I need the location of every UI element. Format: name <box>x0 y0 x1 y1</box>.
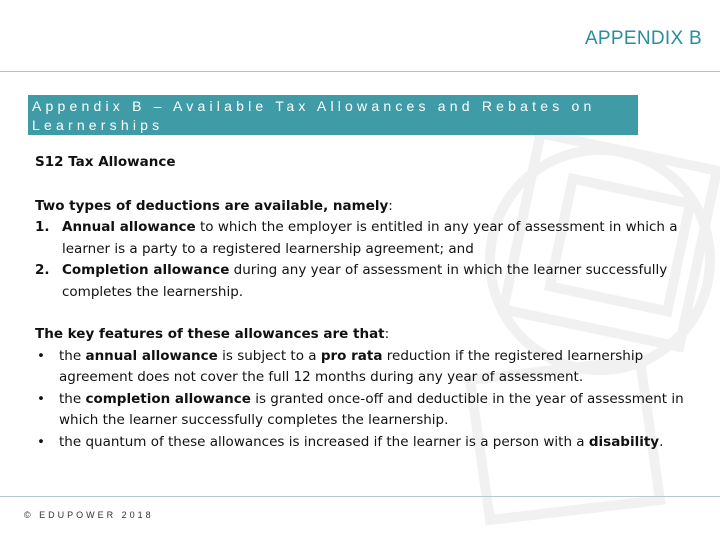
bullet-marker: • <box>37 433 45 450</box>
banner-title-line-2: Learnerships <box>32 117 164 133</box>
list-item <box>35 432 705 454</box>
list-item-text: the completion allowance is granted once-off and deductible in the year of assessment in which the learner successfully completes the learnership. <box>59 390 684 428</box>
bullet-marker: • <box>37 390 45 407</box>
list-number: 1. <box>35 219 50 235</box>
list-item-text: Completion allowance during any year of assessment in which the learner successfully completes the learnership. <box>62 262 668 300</box>
list-item-text: Annual allowance to which the employer is entitled in any year of assessment in which a learner is a party to a registered learnership agreement; and <box>62 219 678 257</box>
deductions-intro: Two types of deductions are available, namely: <box>35 197 393 214</box>
list-number: 2. <box>35 262 50 278</box>
list-item <box>35 389 705 432</box>
features-intro: The key features of these allowances are that: <box>35 326 390 342</box>
list-item-text: the quantum of these allowances is increased if the learner is a person with a disability. <box>59 433 664 450</box>
page-heading: APPENDIX B <box>584 28 702 49</box>
content-body <box>35 152 705 453</box>
footer-copyright: © EDUPOWER 2018 <box>24 510 154 520</box>
features-list <box>35 346 705 454</box>
footer-divider <box>0 496 720 497</box>
banner-title-line-1: Appendix B – Available Tax Allowances and Rebates on <box>32 98 596 114</box>
section-title: S12 Tax Allowance <box>35 154 176 170</box>
bullet-marker: • <box>37 347 45 364</box>
list-item <box>35 260 705 303</box>
appendix-banner <box>28 95 638 135</box>
list-item <box>35 346 705 389</box>
header-divider <box>0 71 720 72</box>
list-item-text: the annual allowance is subject to a pro rata reduction if the registered learnership agreement does not cover the full 12 months during any year of assessment. <box>59 347 644 385</box>
list-item <box>35 217 705 260</box>
deductions-list <box>35 217 705 303</box>
